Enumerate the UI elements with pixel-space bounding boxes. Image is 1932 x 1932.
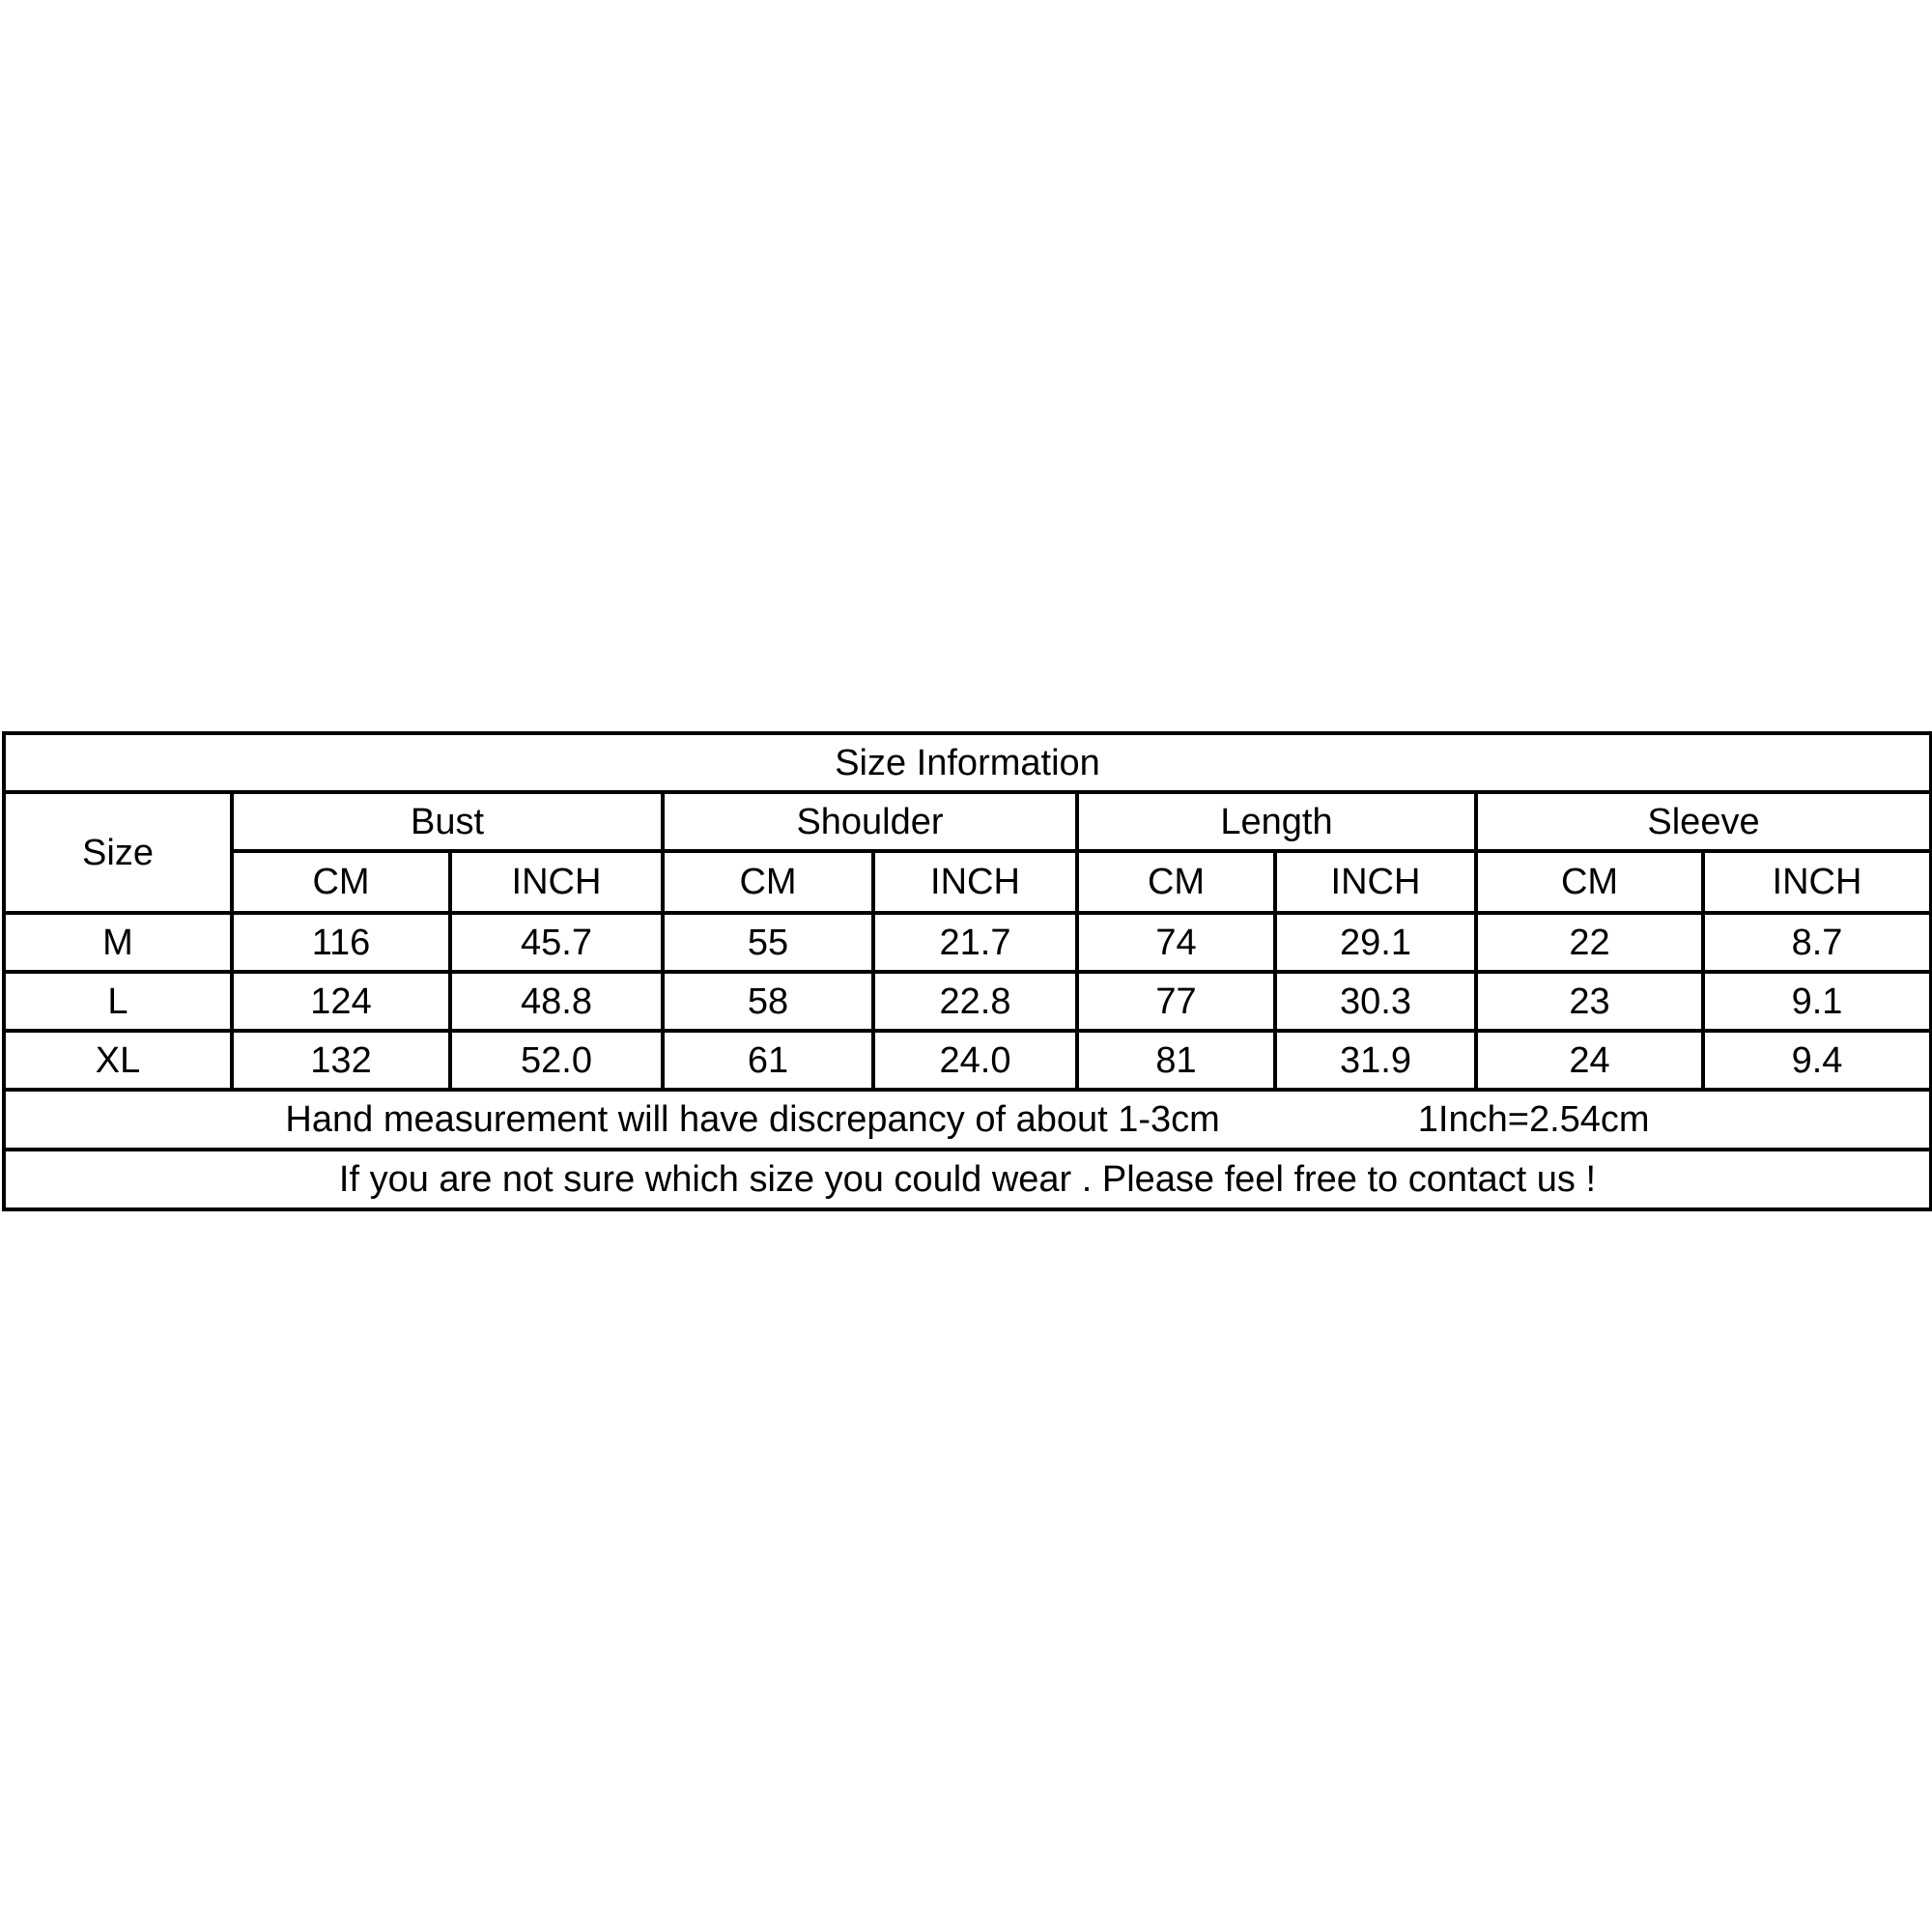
measurement-note: Hand measurement will have discrepancy of about 1-3cm — [285, 1099, 1220, 1140]
group-header-shoulder: Shoulder — [663, 792, 1077, 851]
sleeve-inch-cell: 8.7 — [1703, 913, 1931, 972]
length-inch-cell: 31.9 — [1275, 1031, 1476, 1090]
unit-header-inch: INCH — [450, 851, 663, 913]
shoulder-inch-cell: 24.0 — [873, 1031, 1077, 1090]
contact-note: If you are not sure which size you could wear . Please feel free to contact us ! — [4, 1150, 1931, 1209]
unit-header-inch: INCH — [1275, 851, 1476, 913]
shoulder-cm-cell: 55 — [663, 913, 873, 972]
sleeve-cm-cell: 22 — [1476, 913, 1703, 972]
unit-header-inch: INCH — [873, 851, 1077, 913]
size-column-header: Size — [4, 792, 232, 913]
bust-inch-cell: 52.0 — [450, 1031, 663, 1090]
size-cell: L — [4, 972, 232, 1031]
sleeve-cm-cell: 24 — [1476, 1031, 1703, 1090]
conversion-note: 1Inch=2.54cm — [1417, 1099, 1650, 1140]
length-inch-cell: 29.1 — [1275, 913, 1476, 972]
size-cell: XL — [4, 1031, 232, 1090]
group-header-sleeve: Sleeve — [1476, 792, 1931, 851]
unit-header-cm: CM — [663, 851, 873, 913]
shoulder-inch-cell: 21.7 — [873, 913, 1077, 972]
bust-cm-cell: 116 — [232, 913, 450, 972]
bust-cm-cell: 124 — [232, 972, 450, 1031]
sleeve-inch-cell: 9.4 — [1703, 1031, 1931, 1090]
unit-header-cm: CM — [1476, 851, 1703, 913]
shoulder-inch-cell: 22.8 — [873, 972, 1077, 1031]
group-header-bust: Bust — [232, 792, 663, 851]
size-cell: M — [4, 913, 232, 972]
length-cm-cell: 81 — [1077, 1031, 1275, 1090]
bust-inch-cell: 45.7 — [450, 913, 663, 972]
table-row — [4, 913, 1931, 972]
table-row — [4, 1031, 1931, 1090]
group-header-length: Length — [1077, 792, 1476, 851]
bust-cm-cell: 132 — [232, 1031, 450, 1090]
measurement-note-row — [4, 1090, 1931, 1150]
length-cm-cell: 77 — [1077, 972, 1275, 1031]
unit-header-inch: INCH — [1703, 851, 1931, 913]
table-title: Size Information — [4, 733, 1931, 792]
size-table — [2, 731, 1932, 1211]
unit-header-cm: CM — [232, 851, 450, 913]
sleeve-cm-cell: 23 — [1476, 972, 1703, 1031]
table-row — [4, 972, 1931, 1031]
shoulder-cm-cell: 61 — [663, 1031, 873, 1090]
bust-inch-cell: 48.8 — [450, 972, 663, 1031]
length-cm-cell: 74 — [1077, 913, 1275, 972]
unit-header-cm: CM — [1077, 851, 1275, 913]
length-inch-cell: 30.3 — [1275, 972, 1476, 1031]
sleeve-inch-cell: 9.1 — [1703, 972, 1931, 1031]
shoulder-cm-cell: 58 — [663, 972, 873, 1031]
size-chart — [2, 731, 1929, 1201]
